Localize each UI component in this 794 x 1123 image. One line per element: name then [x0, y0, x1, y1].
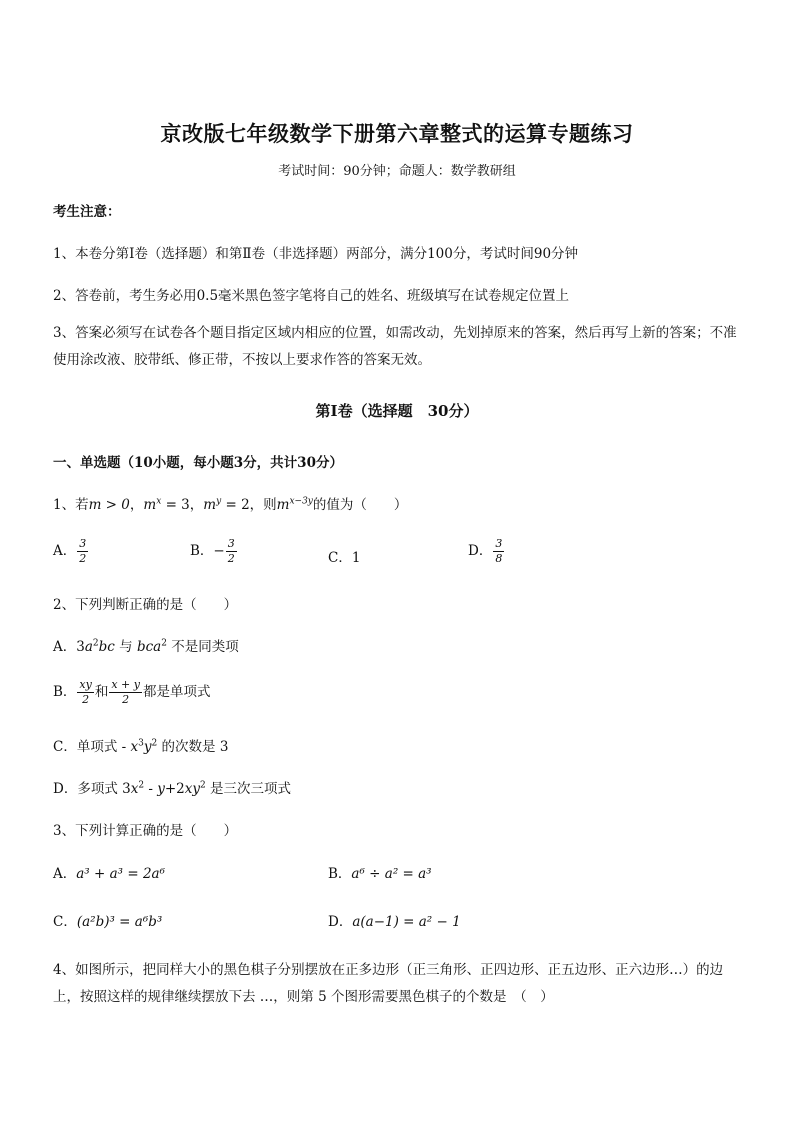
question-3-option-b[interactable]: B．a⁶ ÷ a² = a³	[328, 866, 432, 882]
question-1-option-b[interactable]: B．− $\frac{3}{2}$	[190, 537, 235, 565]
question-3-option-a[interactable]: A．a³ + a³ = 2a⁶	[53, 866, 166, 882]
notice-heading: 考生注意：	[53, 204, 121, 220]
fraction: $\frac{3}{8}$	[495, 537, 503, 565]
page-subtitle: 考试时间：90分钟；命题人：数学教研组	[278, 164, 516, 179]
fraction: $\frac{3}{2}$	[227, 537, 235, 565]
fraction: $\frac{3}{2}$	[79, 537, 87, 565]
notice-item-1: 1、本卷分第Ⅰ卷（选择题）和第Ⅱ卷（非选择题）两部分，满分100分，考试时间90分钟	[53, 246, 579, 262]
question-1-option-c[interactable]: C．1	[328, 550, 361, 566]
notice-item-2: 2、答卷前，考生务必用0.5毫米黑色签字笔将自己的姓名、班级填写在试卷规定位置上	[53, 288, 570, 304]
question-3-stem: 3、下列计算正确的是（ ）	[53, 823, 238, 839]
page-title: 京改版七年级数学下册第六章整式的运算专题练习	[160, 121, 634, 146]
part-heading: 一、单选题（10小题，每小题3分，共计30分）	[53, 455, 343, 471]
question-4-stem: 4、如图所示，把同样大小的黑色棋子分别摆放在正多边形（正三角形、正四边形、正五边形、正六边形…）的边上，按照这样的规律继续摆放下去 …，则第 5 个图形需要黑色棋子的个数是 （ ）	[53, 962, 724, 1005]
section-title: 第Ⅰ卷（选择题 30分）	[315, 402, 479, 420]
question-3-option-d[interactable]: D．a(a−1) = a² − 1	[328, 914, 461, 930]
question-2-option-a[interactable]: A．$3a^2bc$ 与 bca$^2$ 不是同类项	[53, 638, 239, 655]
question-2-stem: 2、下列判断正确的是（ ）	[53, 597, 238, 613]
notice-item-3: 3、答案必须写在试卷各个题目指定区域内相应的位置，如需改动，先划掉原来的答案，然后再写上新的答案；不准使用涂改液、胶带纸、修正带，不按以上要求作答的答案无效。	[53, 325, 737, 368]
fraction: $\frac{xy}{2}$	[79, 678, 92, 706]
question-3-option-c[interactable]: C．(a²b)³ = a⁶b³	[53, 914, 163, 930]
question-2-option-d[interactable]: D．多项式 $3x^2 - y+2xy^2$ 是三次三项式	[53, 780, 292, 797]
question-1-option-d[interactable]: D． $\frac{3}{8}$	[468, 537, 503, 565]
question-2-option-c[interactable]: C．单项式 - $x^3y^2$ 的次数是 3	[53, 738, 229, 755]
question-1-option-a[interactable]: A． $\frac{3}{2}$	[53, 537, 87, 565]
fraction: $\frac{x + y}{2}$	[111, 678, 140, 706]
question-1-stem: 1、若m > 0，$m^x = 3$，$m^y = 2$，则$m^{x-3y}$的值为（ ）	[53, 496, 408, 513]
question-2-option-b[interactable]: B． $\frac{xy}{2}$ 和 $\frac{x + y}{2}$ 都是单项式	[53, 678, 211, 706]
